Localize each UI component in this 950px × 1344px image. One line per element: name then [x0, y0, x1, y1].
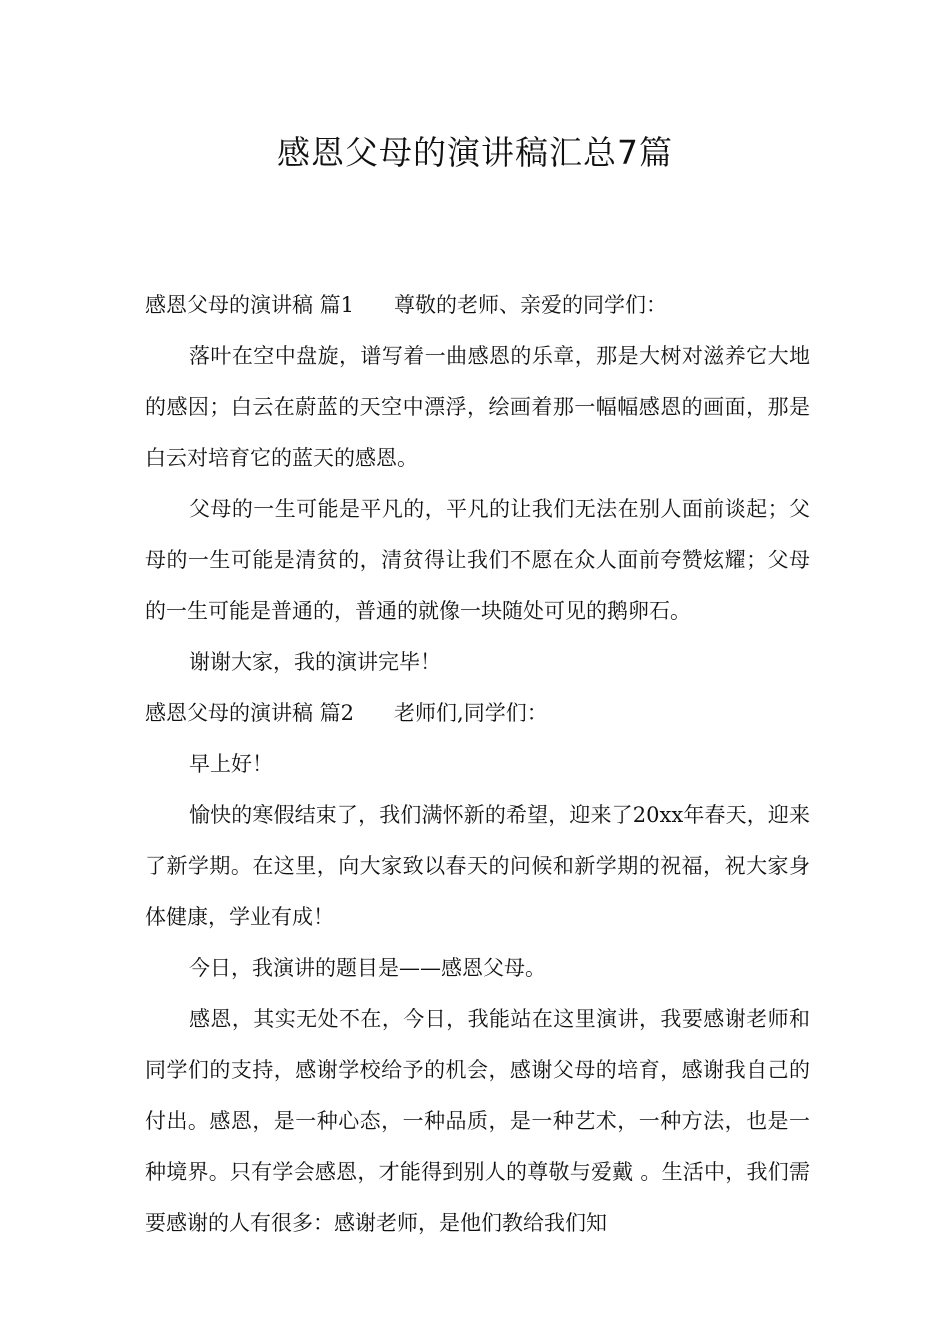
paragraph: 今日，我演讲的题目是——感恩父母。: [189, 956, 546, 980]
section-greeting: 尊敬的老师、亲爱的同学们：: [394, 293, 668, 317]
section-heading-1: [145, 280, 810, 331]
paragraph: 谢谢大家，我的演讲完毕！: [189, 650, 441, 674]
paragraph: 早上好！: [189, 752, 273, 776]
document-body: [145, 280, 810, 1249]
paragraph: 愉快的寒假结束了，我们满怀新的希望，迎来了20xx年春天，迎来了新学期。在这里，向大家致以春天的问候和新学期的祝福，祝大家身体健康，学业有成！: [145, 803, 810, 929]
section-label: 感恩父母的演讲稿 篇1: [145, 293, 355, 317]
paragraph: 父母的一生可能是平凡的，平凡的让我们无法在别人面前谈起；父母的一生可能是清贫的，清贫得让我们不愿在众人面前夸赞炫耀；父母的一生可能是普通的，普通的就像一块随处可见的鹅卵石。: [145, 497, 810, 623]
section-heading-2: [145, 688, 810, 739]
paragraph: 落叶在空中盘旋，谱写着一曲感恩的乐章，那是大树对滋养它大地的感因；白云在蔚蓝的天空中漂浮，绘画着那一幅幅感恩的画面，那是白云对培育它的蓝天的感恩。: [145, 344, 810, 470]
paragraph: 感恩，其实无处不在，今日，我能站在这里演讲，我要感谢老师和同学们的支持，感谢学校给予的机会，感谢父母的培育，感谢我自己的付出。感恩，是一种心态，一种品质，是一种艺术，一种方法，也是一种境界。只有学会感恩，才能得到别人的尊敬与爱戴 。生活中，我们需要感谢的人有很多：感谢老师，是他们教给我们知: [145, 1007, 810, 1235]
section-label: 感恩父母的演讲稿 篇2: [145, 701, 355, 725]
section-greeting: 老师们,同学们：: [394, 701, 548, 725]
document-title: 感恩父母的演讲稿汇总7篇: [277, 133, 673, 172]
